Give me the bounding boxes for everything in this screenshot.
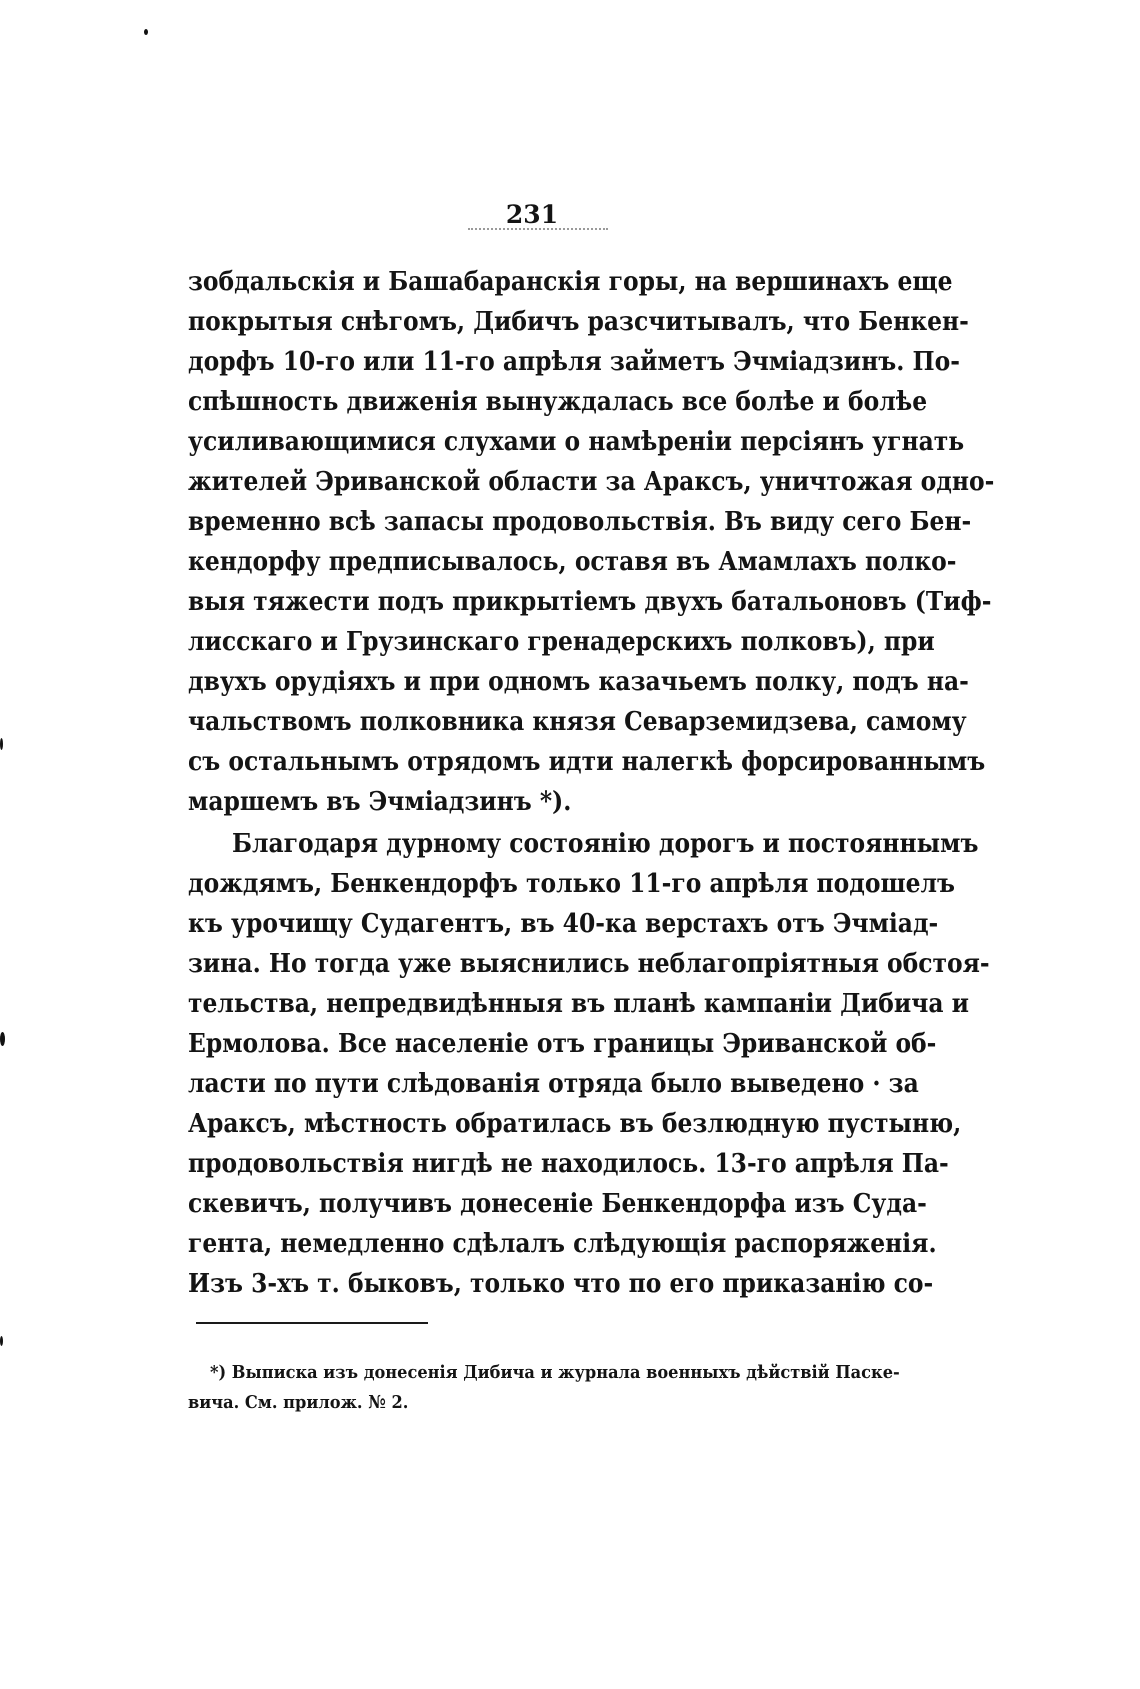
scan-speck xyxy=(144,29,148,35)
text-line: къ урочищу Судагентъ, въ 40-ка верстахъ отъ Эчміад- xyxy=(188,909,939,939)
text-line: дорфъ 10-го или 11-го апрѣля займетъ Эчміадзинъ. По- xyxy=(188,347,960,377)
page-number: 231 xyxy=(505,200,559,229)
text-line: тельства, непредвидѣнныя въ планѣ кампаніи Дибича и xyxy=(188,989,970,1019)
text-line: лисскаго и Грузинскаго гренадерскихъ полковъ), при xyxy=(188,627,935,657)
text-line: скевичъ, получивъ донесеніе Бенкендорфа изъ Суда- xyxy=(188,1189,927,1219)
text-line: Ермолова. Все населеніе отъ границы Эриванской об- xyxy=(188,1029,937,1059)
text-line: кендорфу предписывалось, оставя въ Амамлахъ полко- xyxy=(188,547,957,577)
text-line: маршемъ въ Эчміадзинъ *). xyxy=(188,787,572,817)
header-ornament-rule xyxy=(468,228,608,230)
text-line: Благодаря дурному состоянію дорогъ и постояннымъ xyxy=(232,829,979,859)
text-line: Изъ 3-хъ т. быковъ, только что по его приказанію со- xyxy=(188,1269,934,1299)
text-line: зобдальскія и Башабаранскія горы, на вершинахъ еще xyxy=(188,267,953,297)
footnote-separator xyxy=(196,1322,428,1324)
scan-speck xyxy=(0,738,3,750)
text-line: временно всѣ запасы продовольствія. Въ виду сего Бен- xyxy=(188,507,972,537)
text-line: спѣшность движенія вынуждалась все болѣе и болѣе xyxy=(188,387,928,417)
text-line: жителей Эриванской области за Араксъ, уничтожая одно- xyxy=(188,467,995,497)
text-line: ласти по пути слѣдованія отряда было выведено · за xyxy=(188,1069,919,1099)
text-line: покрытыя снѣгомъ, Дибичъ разсчитывалъ, что Бенкен- xyxy=(188,307,969,337)
text-line: продовольствія нигдѣ не находилось. 13-го апрѣля Па- xyxy=(188,1149,949,1179)
scan-speck xyxy=(0,1336,3,1346)
text-line: гента, немедленно сдѣлалъ слѣдующія распоряженія. xyxy=(188,1229,937,1259)
text-line: съ остальнымъ отрядомъ идти налегкѣ форсированнымъ xyxy=(188,747,986,777)
text-line: выя тяжести подъ прикрытіемъ двухъ батальоновъ (Тиф- xyxy=(188,587,992,617)
text-line: чальствомъ полковника князя Севарземидзева, самому xyxy=(188,707,967,737)
footnote-line: *) Выписка изъ донесенія Дибича и журнала военныхъ дѣйствій Паске- xyxy=(210,1362,900,1383)
footnote-line: вича. См. прилож. № 2. xyxy=(188,1392,409,1413)
text-line: зина. Но тогда уже выяснились неблагопріятныя обстоя- xyxy=(188,949,990,979)
text-line: Араксъ, мѣстность обратилась въ безлюдную пустыню, xyxy=(188,1109,962,1139)
scan-speck xyxy=(0,1032,5,1046)
text-line: двухъ орудіяхъ и при одномъ казачьемъ полку, подъ на- xyxy=(188,667,969,697)
text-line: усиливающимися слухами о намѣреніи персіянъ угнать xyxy=(188,427,965,457)
text-line: дождямъ, Бенкендорфъ только 11-го апрѣля подошелъ xyxy=(188,869,955,899)
